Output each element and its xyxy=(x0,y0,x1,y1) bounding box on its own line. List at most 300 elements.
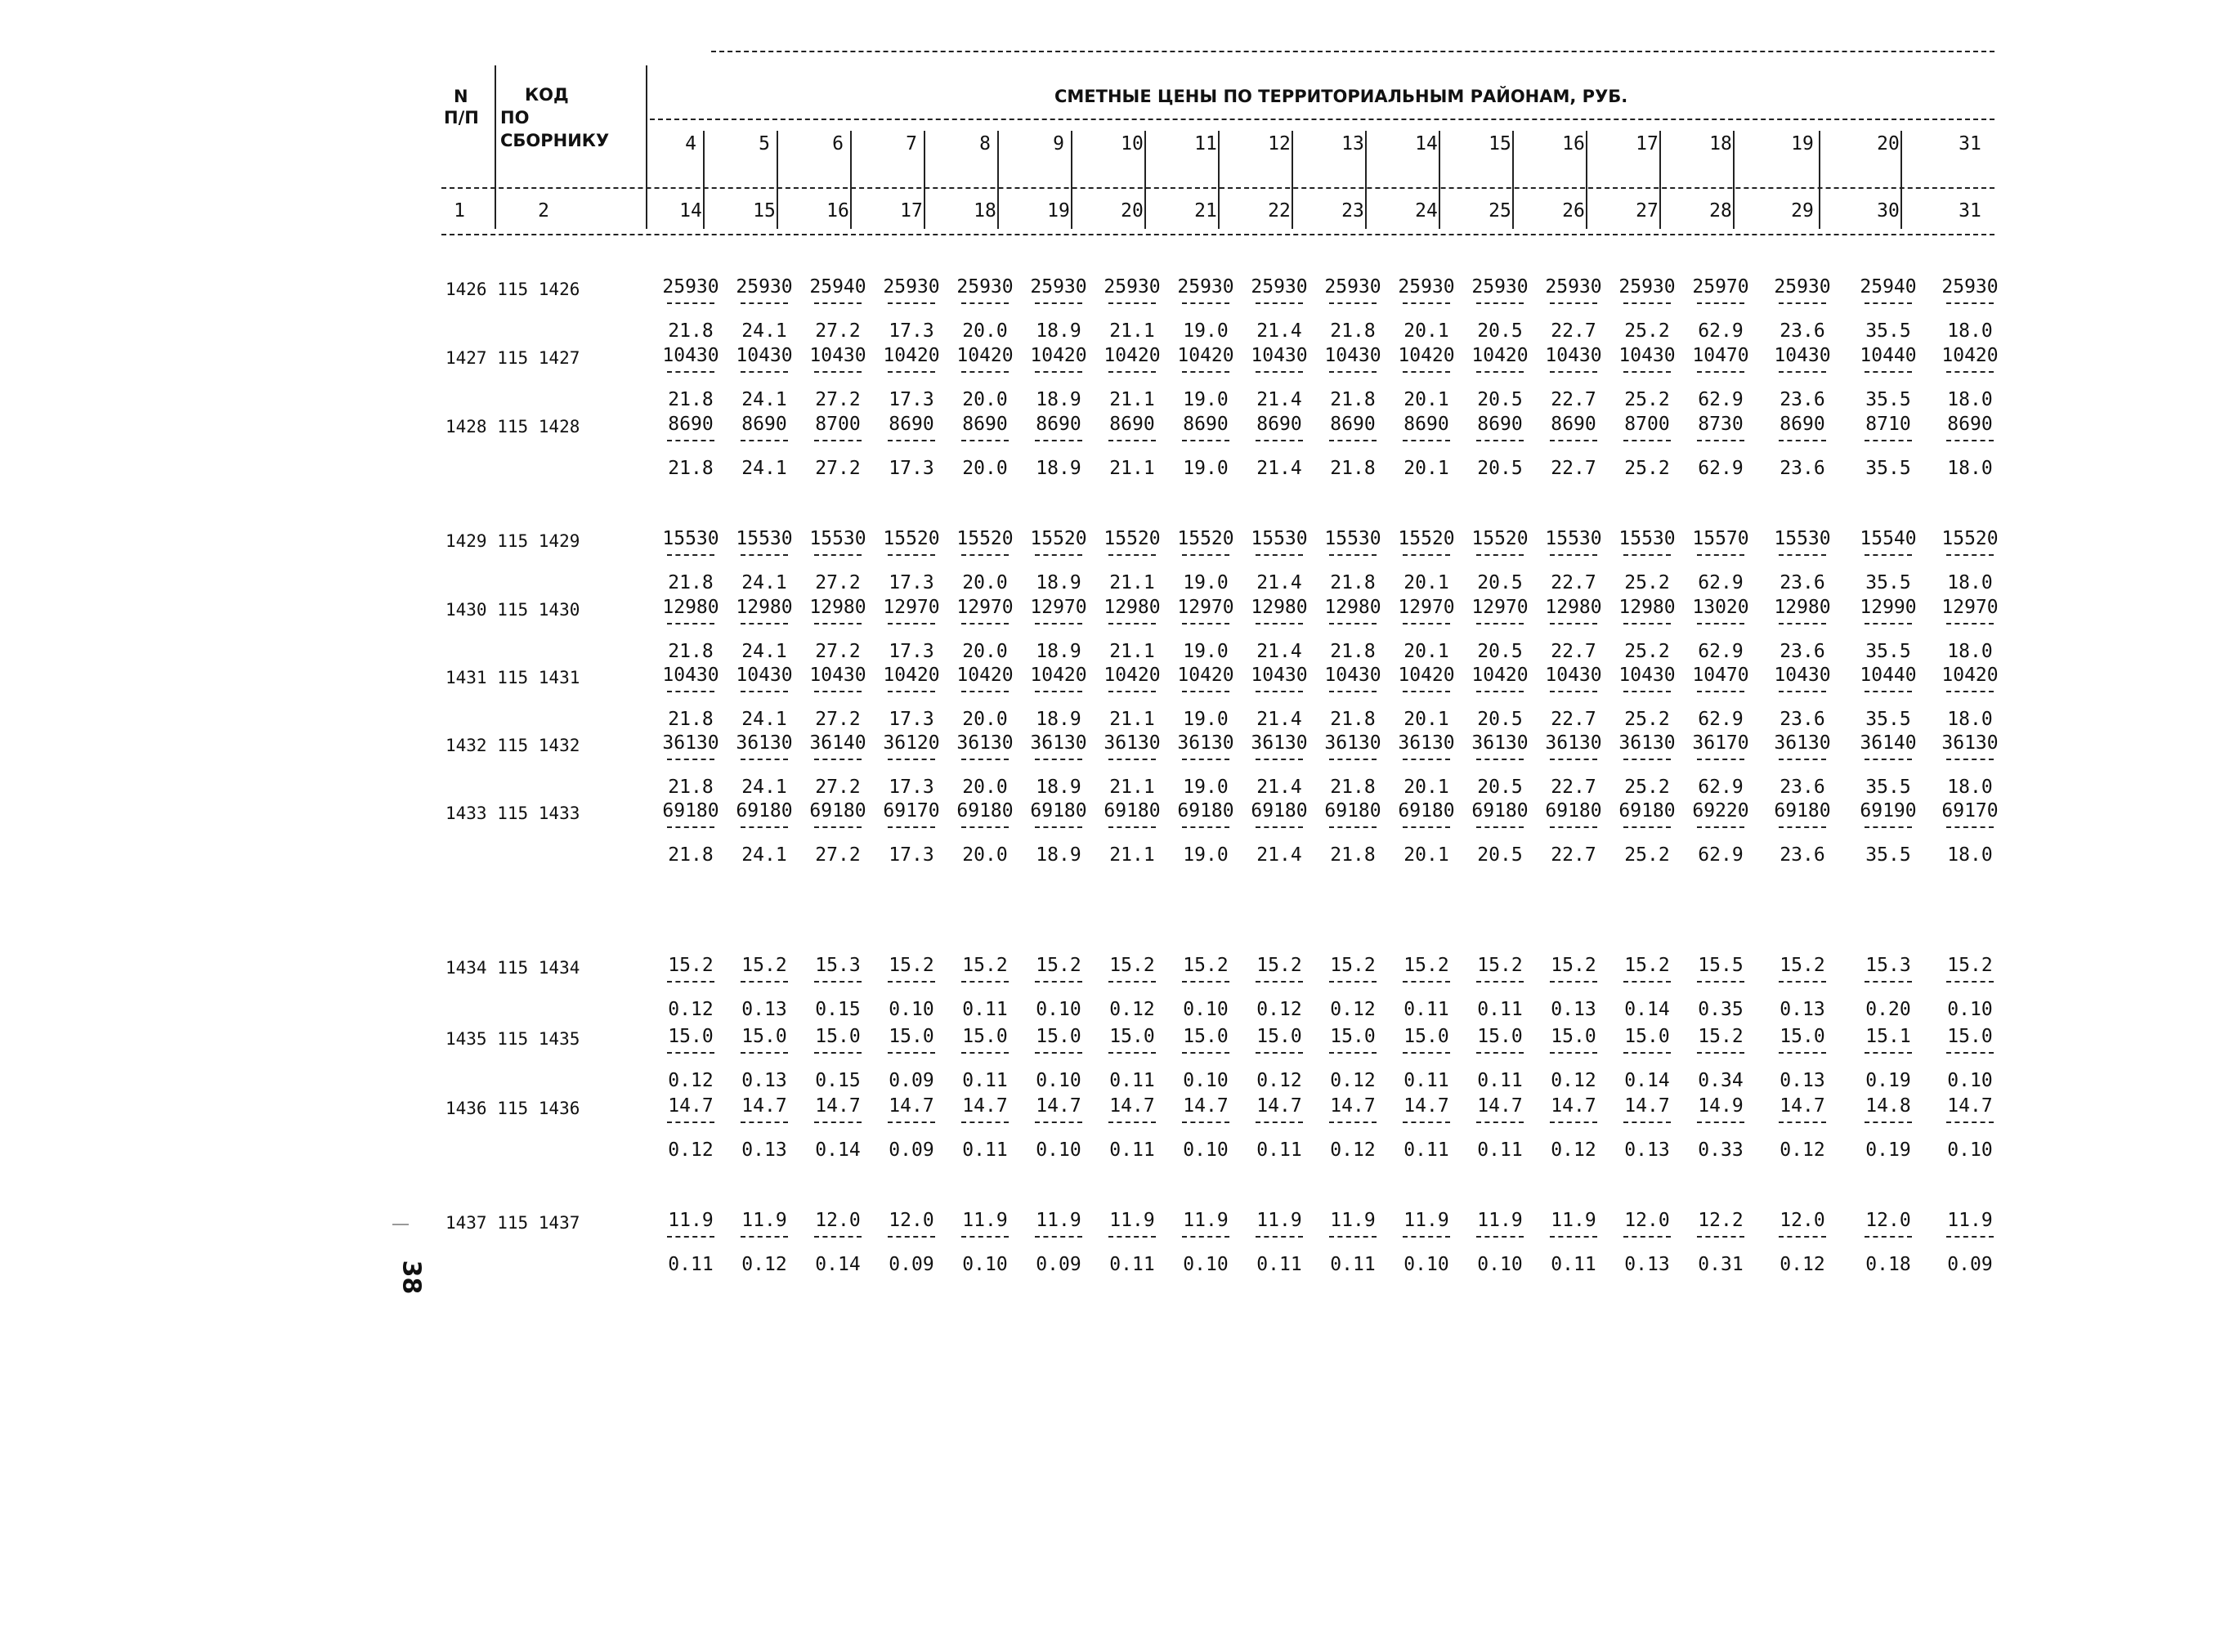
index-value: 20.0 xyxy=(962,320,1008,342)
fraction-line xyxy=(814,302,862,304)
price-value: 10440 xyxy=(1860,665,1917,686)
fraction-line xyxy=(1865,981,1912,983)
fraction-line xyxy=(1182,826,1229,828)
index-value: 25.2 xyxy=(1624,458,1670,479)
fraction-line xyxy=(667,981,714,983)
index-value: 18.0 xyxy=(1947,572,1993,593)
fraction-line xyxy=(1035,981,1082,983)
index-value: 21.1 xyxy=(1109,458,1155,479)
fraction-line xyxy=(1865,826,1912,828)
price-value: 15.0 xyxy=(815,1026,861,1047)
fraction-line xyxy=(1697,981,1744,983)
price-value: 15520 xyxy=(1471,528,1529,549)
index-value: 0.12 xyxy=(741,1254,787,1275)
index-value: 20.1 xyxy=(1403,458,1449,479)
price-value: 36130 xyxy=(662,732,719,754)
index-value: 0.12 xyxy=(1256,999,1302,1020)
fraction-line xyxy=(1182,1052,1229,1054)
index-value: 21.8 xyxy=(668,709,714,730)
index-value: 20.5 xyxy=(1477,709,1523,730)
index-value: 18.0 xyxy=(1947,389,1993,410)
index-value: 18.9 xyxy=(1036,709,1081,730)
price-value: 10430 xyxy=(809,665,866,686)
index-value: 20.0 xyxy=(962,844,1008,866)
fraction-line xyxy=(1946,1052,1994,1054)
fraction-line xyxy=(1403,371,1450,373)
fraction-line xyxy=(741,759,788,760)
fraction-line xyxy=(1256,1052,1303,1054)
fraction-line xyxy=(1403,1236,1450,1238)
fraction-line xyxy=(667,371,714,373)
price-value: 15520 xyxy=(956,528,1014,549)
fraction-line xyxy=(1946,981,1994,983)
column-divider xyxy=(1733,131,1735,229)
fraction-line xyxy=(888,554,935,556)
price-value: 10430 xyxy=(662,345,719,366)
price-value: 11.9 xyxy=(962,1210,1008,1231)
fraction-line xyxy=(1946,691,1994,692)
price-value: 36140 xyxy=(1860,732,1917,754)
fraction-line xyxy=(1256,759,1303,760)
index-value: 21.1 xyxy=(1109,389,1155,410)
price-value: 12.2 xyxy=(1698,1210,1744,1231)
price-value: 69180 xyxy=(736,800,793,822)
column-divider xyxy=(1819,131,1820,229)
index-value: 27.2 xyxy=(815,641,861,662)
index-value: 27.2 xyxy=(815,709,861,730)
index-value: 0.11 xyxy=(1477,999,1523,1020)
price-value: 10430 xyxy=(736,665,793,686)
index-value: 24.1 xyxy=(741,709,787,730)
price-value: 14.9 xyxy=(1698,1095,1744,1117)
index-value: 0.10 xyxy=(1183,1139,1229,1161)
price-value: 15.2 xyxy=(668,955,714,976)
price-value: 15520 xyxy=(883,528,940,549)
price-value: 15.2 xyxy=(1477,955,1523,976)
price-value: 25930 xyxy=(956,276,1014,298)
price-value: 25930 xyxy=(1941,276,1999,298)
fraction-line xyxy=(1550,554,1597,556)
index-value: 21.1 xyxy=(1109,320,1155,342)
fraction-line xyxy=(1329,981,1377,983)
price-value: 15.2 xyxy=(1183,955,1229,976)
index-value: 18.9 xyxy=(1036,777,1081,798)
price-value: 36130 xyxy=(1177,732,1234,754)
index-value: 20.5 xyxy=(1477,641,1523,662)
fraction-line xyxy=(961,759,1009,760)
fraction-line xyxy=(1476,1052,1524,1054)
index-value: 0.12 xyxy=(1780,1139,1825,1161)
fraction-line xyxy=(814,1236,862,1238)
fraction-line xyxy=(1035,691,1082,692)
index-value: 20.0 xyxy=(962,389,1008,410)
index-value: 17.3 xyxy=(889,320,934,342)
price-value: 69180 xyxy=(662,800,719,822)
price-value: 8690 xyxy=(1947,414,1993,435)
fraction-line xyxy=(1697,440,1744,441)
index-value: 0.10 xyxy=(1183,1070,1229,1091)
price-value: 15520 xyxy=(1030,528,1087,549)
col-po-label: ПО xyxy=(500,108,530,128)
price-value: 10440 xyxy=(1860,345,1917,366)
fraction-line xyxy=(1550,371,1597,373)
index-value: 0.11 xyxy=(1256,1254,1302,1275)
index-value: 20.5 xyxy=(1477,320,1523,342)
index-value: 18.9 xyxy=(1036,389,1081,410)
fraction-line xyxy=(1946,1236,1994,1238)
index-value: 21.8 xyxy=(1330,844,1376,866)
district-number: 19 xyxy=(1791,133,1814,154)
index-value: 21.4 xyxy=(1256,641,1302,662)
price-value: 10430 xyxy=(1324,665,1381,686)
price-value: 12980 xyxy=(1324,597,1381,618)
price-value: 15540 xyxy=(1860,528,1917,549)
fraction-line xyxy=(741,981,788,983)
fraction-line xyxy=(741,1236,788,1238)
fraction-line xyxy=(961,1236,1009,1238)
index-value: 0.12 xyxy=(1330,1139,1376,1161)
price-value: 10420 xyxy=(1030,345,1087,366)
index-value: 25.2 xyxy=(1624,641,1670,662)
price-value: 8690 xyxy=(1477,414,1523,435)
index-value: 62.9 xyxy=(1698,572,1744,593)
index-value: 25.2 xyxy=(1624,389,1670,410)
price-value: 15.0 xyxy=(668,1026,714,1047)
fraction-line xyxy=(1035,623,1082,625)
fraction-line xyxy=(667,1236,714,1238)
index-value: 18.9 xyxy=(1036,320,1081,342)
index-value: 21.8 xyxy=(668,320,714,342)
price-value: 15.0 xyxy=(1780,1026,1825,1047)
district-number: 8 xyxy=(979,133,991,154)
price-value: 11.9 xyxy=(741,1210,787,1231)
index-value: 24.1 xyxy=(741,641,787,662)
price-value: 36130 xyxy=(1398,732,1455,754)
fraction-line xyxy=(1108,1052,1156,1054)
fraction-line xyxy=(1946,554,1994,556)
index-value: 21.1 xyxy=(1109,777,1155,798)
column-divider xyxy=(703,131,705,229)
price-value: 8690 xyxy=(1330,414,1376,435)
fraction-line xyxy=(1697,371,1744,373)
fraction-line xyxy=(1108,440,1156,441)
fraction-line xyxy=(961,981,1009,983)
fraction-line xyxy=(1035,1052,1082,1054)
fraction-line xyxy=(1623,302,1671,304)
index-value: 0.14 xyxy=(1624,999,1670,1020)
index-value: 18.0 xyxy=(1947,709,1993,730)
fraction-line xyxy=(888,691,935,692)
fraction-line xyxy=(1623,981,1671,983)
index-value: 0.12 xyxy=(1109,999,1155,1020)
index-value: 18.0 xyxy=(1947,458,1993,479)
index-value: 23.6 xyxy=(1780,777,1825,798)
index-value: 18.9 xyxy=(1036,641,1081,662)
fraction-line xyxy=(1697,1236,1744,1238)
price-value: 8690 xyxy=(741,414,787,435)
index-value: 18.9 xyxy=(1036,844,1081,866)
index-value: 19.0 xyxy=(1183,844,1229,866)
index-value: 17.3 xyxy=(889,777,934,798)
price-value: 10420 xyxy=(1941,345,1999,366)
index-value: 27.2 xyxy=(815,572,861,593)
fraction-line xyxy=(1403,691,1450,692)
fraction-line xyxy=(961,826,1009,828)
fraction-line xyxy=(667,1052,714,1054)
district-number: 5 xyxy=(759,133,770,154)
fraction-line xyxy=(741,371,788,373)
price-value: 12.0 xyxy=(1865,1210,1911,1231)
index-value: 17.3 xyxy=(889,844,934,866)
column-index: 25 xyxy=(1489,200,1511,222)
price-value: 69180 xyxy=(809,800,866,822)
index-value: 22.7 xyxy=(1551,844,1596,866)
fraction-line xyxy=(1476,759,1524,760)
fraction-line xyxy=(1329,371,1377,373)
price-value: 15.3 xyxy=(1865,955,1911,976)
fraction-line xyxy=(1865,440,1912,441)
index-value: 0.14 xyxy=(1624,1070,1670,1091)
price-value: 10430 xyxy=(1774,665,1831,686)
fraction-line xyxy=(1476,623,1524,625)
index-value: 0.19 xyxy=(1865,1070,1911,1091)
fraction-line xyxy=(1108,1236,1156,1238)
fraction-line xyxy=(1256,1236,1303,1238)
index-value: 25.2 xyxy=(1624,777,1670,798)
column-index: 15 xyxy=(753,200,776,222)
price-value: 11.9 xyxy=(1403,1210,1449,1231)
fraction-line xyxy=(1476,826,1524,828)
district-number: 4 xyxy=(685,133,696,154)
district-number: 16 xyxy=(1562,133,1585,154)
price-value: 36130 xyxy=(1251,732,1308,754)
fraction-line xyxy=(961,623,1009,625)
fraction-line xyxy=(1623,371,1671,373)
index-value: 17.3 xyxy=(889,389,934,410)
fraction-line xyxy=(1182,1121,1229,1123)
price-value: 69180 xyxy=(956,800,1014,822)
index-value: 18.0 xyxy=(1947,844,1993,866)
fraction-line xyxy=(1329,1121,1377,1123)
index-value: 0.12 xyxy=(1330,999,1376,1020)
price-value: 15.5 xyxy=(1698,955,1744,976)
price-value: 36140 xyxy=(809,732,866,754)
fraction-line xyxy=(1256,554,1303,556)
column-index: 17 xyxy=(900,200,923,222)
price-value: 15.0 xyxy=(889,1026,934,1047)
index-value: 18.0 xyxy=(1947,641,1993,662)
index-value: 62.9 xyxy=(1698,844,1744,866)
fraction-line xyxy=(667,1121,714,1123)
fraction-line xyxy=(1182,691,1229,692)
fraction-line xyxy=(888,826,935,828)
fraction-line xyxy=(1108,371,1156,373)
column-divider xyxy=(924,131,925,229)
price-value: 8690 xyxy=(1403,414,1449,435)
index-value: 21.1 xyxy=(1109,709,1155,730)
fraction-line xyxy=(1256,623,1303,625)
price-value: 10420 xyxy=(1398,665,1455,686)
index-value: 21.8 xyxy=(668,641,714,662)
fraction-line xyxy=(1865,759,1912,760)
fraction-line xyxy=(1550,759,1597,760)
price-value: 36130 xyxy=(1030,732,1087,754)
price-value: 10430 xyxy=(662,665,719,686)
fraction-line xyxy=(1476,981,1524,983)
fraction-line xyxy=(1623,1121,1671,1123)
fraction-line xyxy=(961,691,1009,692)
index-value: 0.31 xyxy=(1698,1254,1744,1275)
index-value: 35.5 xyxy=(1865,458,1911,479)
index-value: 21.4 xyxy=(1256,572,1302,593)
price-value: 15.2 xyxy=(1624,955,1670,976)
price-value: 10430 xyxy=(1618,665,1676,686)
index-value: 24.1 xyxy=(741,320,787,342)
price-value: 10420 xyxy=(956,665,1014,686)
fraction-line xyxy=(1697,554,1744,556)
index-value: 0.12 xyxy=(1780,1254,1825,1275)
index-value: 18.9 xyxy=(1036,572,1081,593)
price-value: 13020 xyxy=(1692,597,1749,618)
fraction-line xyxy=(814,1121,862,1123)
price-value: 15.0 xyxy=(1624,1026,1670,1047)
index-value: 18.9 xyxy=(1036,458,1081,479)
index-value: 0.13 xyxy=(1780,1070,1825,1091)
price-value: 15.2 xyxy=(889,955,934,976)
price-value: 25930 xyxy=(1251,276,1308,298)
index-value: 35.5 xyxy=(1865,572,1911,593)
index-value: 17.3 xyxy=(889,709,934,730)
price-value: 12970 xyxy=(1471,597,1529,618)
index-value: 20.0 xyxy=(962,572,1008,593)
fraction-line xyxy=(1865,623,1912,625)
index-value: 0.09 xyxy=(1947,1254,1993,1275)
fraction-line xyxy=(1108,826,1156,828)
price-value: 15530 xyxy=(1324,528,1381,549)
index-value: 0.14 xyxy=(815,1254,861,1275)
price-value: 36130 xyxy=(1545,732,1602,754)
index-value: 0.10 xyxy=(962,1254,1008,1275)
index-value: 25.2 xyxy=(1624,572,1670,593)
index-value: 0.10 xyxy=(1403,1254,1449,1275)
index-value: 20.1 xyxy=(1403,709,1449,730)
fraction-line xyxy=(1865,1121,1912,1123)
price-value: 15520 xyxy=(1398,528,1455,549)
price-value: 36130 xyxy=(1104,732,1161,754)
column-index: 20 xyxy=(1121,200,1144,222)
index-value: 23.6 xyxy=(1780,389,1825,410)
index-value: 0.11 xyxy=(1109,1254,1155,1275)
price-value: 11.9 xyxy=(1551,1210,1596,1231)
price-value: 15.0 xyxy=(1403,1026,1449,1047)
price-value: 12980 xyxy=(736,597,793,618)
fraction-line xyxy=(888,623,935,625)
column-divider xyxy=(1071,131,1072,229)
price-value: 15.0 xyxy=(1330,1026,1376,1047)
price-value: 15.2 xyxy=(1330,955,1376,976)
price-value: 36130 xyxy=(1774,732,1831,754)
fraction-line xyxy=(1946,440,1994,441)
fraction-line xyxy=(1476,440,1524,441)
column-index: 23 xyxy=(1341,200,1364,222)
column-divider xyxy=(1218,131,1220,229)
index-value: 0.11 xyxy=(1551,1254,1596,1275)
column-index: 29 xyxy=(1791,200,1814,222)
index-value: 0.10 xyxy=(889,999,934,1020)
index-value: 24.1 xyxy=(741,458,787,479)
price-value: 14.7 xyxy=(1780,1095,1825,1117)
fraction-line xyxy=(667,623,714,625)
index-value: 21.8 xyxy=(1330,320,1376,342)
fraction-line xyxy=(888,371,935,373)
fraction-line xyxy=(888,302,935,304)
fraction-line xyxy=(814,826,862,828)
fraction-line xyxy=(961,302,1009,304)
fraction-line xyxy=(1865,554,1912,556)
index-value: 35.5 xyxy=(1865,389,1911,410)
index-value: 24.1 xyxy=(741,389,787,410)
price-value: 25940 xyxy=(1860,276,1917,298)
price-value: 25930 xyxy=(1104,276,1161,298)
price-value: 15530 xyxy=(809,528,866,549)
index-value: 23.6 xyxy=(1780,844,1825,866)
fraction-line xyxy=(1946,302,1994,304)
index-value: 20.1 xyxy=(1403,641,1449,662)
index-value: 0.10 xyxy=(1477,1254,1523,1275)
price-value: 8690 xyxy=(1551,414,1596,435)
fraction-line xyxy=(741,1052,788,1054)
index-value: 21.4 xyxy=(1256,777,1302,798)
price-value: 25930 xyxy=(883,276,940,298)
fraction-line xyxy=(1182,623,1229,625)
row-code: 1433 115 1433 xyxy=(445,804,580,823)
fraction-line xyxy=(1946,371,1994,373)
fraction-line xyxy=(1476,302,1524,304)
index-value: 20.0 xyxy=(962,777,1008,798)
fraction-line xyxy=(1476,554,1524,556)
price-value: 25930 xyxy=(1545,276,1602,298)
price-value: 15.2 xyxy=(962,955,1008,976)
page-number: 38 xyxy=(396,1260,426,1295)
fraction-line xyxy=(1550,302,1597,304)
price-value: 14.7 xyxy=(741,1095,787,1117)
price-value: 25930 xyxy=(662,276,719,298)
index-value: 22.7 xyxy=(1551,641,1596,662)
fraction-line xyxy=(814,1052,862,1054)
index-value: 0.12 xyxy=(668,1139,714,1161)
fraction-line xyxy=(1035,371,1082,373)
fraction-line xyxy=(961,371,1009,373)
fraction-line xyxy=(1623,440,1671,441)
price-value: 15.0 xyxy=(1477,1026,1523,1047)
price-value: 25930 xyxy=(1324,276,1381,298)
index-value: 21.4 xyxy=(1256,458,1302,479)
fraction-line xyxy=(1108,981,1156,983)
price-value: 11.9 xyxy=(1036,1210,1081,1231)
fraction-line xyxy=(1329,759,1377,760)
price-value: 69180 xyxy=(1398,800,1455,822)
fraction-line xyxy=(1256,440,1303,441)
fraction-line xyxy=(1108,759,1156,760)
district-number: 17 xyxy=(1636,133,1659,154)
index-value: 21.1 xyxy=(1109,844,1155,866)
index-value: 19.0 xyxy=(1183,709,1229,730)
price-value: 69220 xyxy=(1692,800,1749,822)
fraction-line xyxy=(1779,302,1826,304)
index-value: 0.11 xyxy=(962,999,1008,1020)
price-value: 12980 xyxy=(809,597,866,618)
fraction-line xyxy=(1403,1052,1450,1054)
